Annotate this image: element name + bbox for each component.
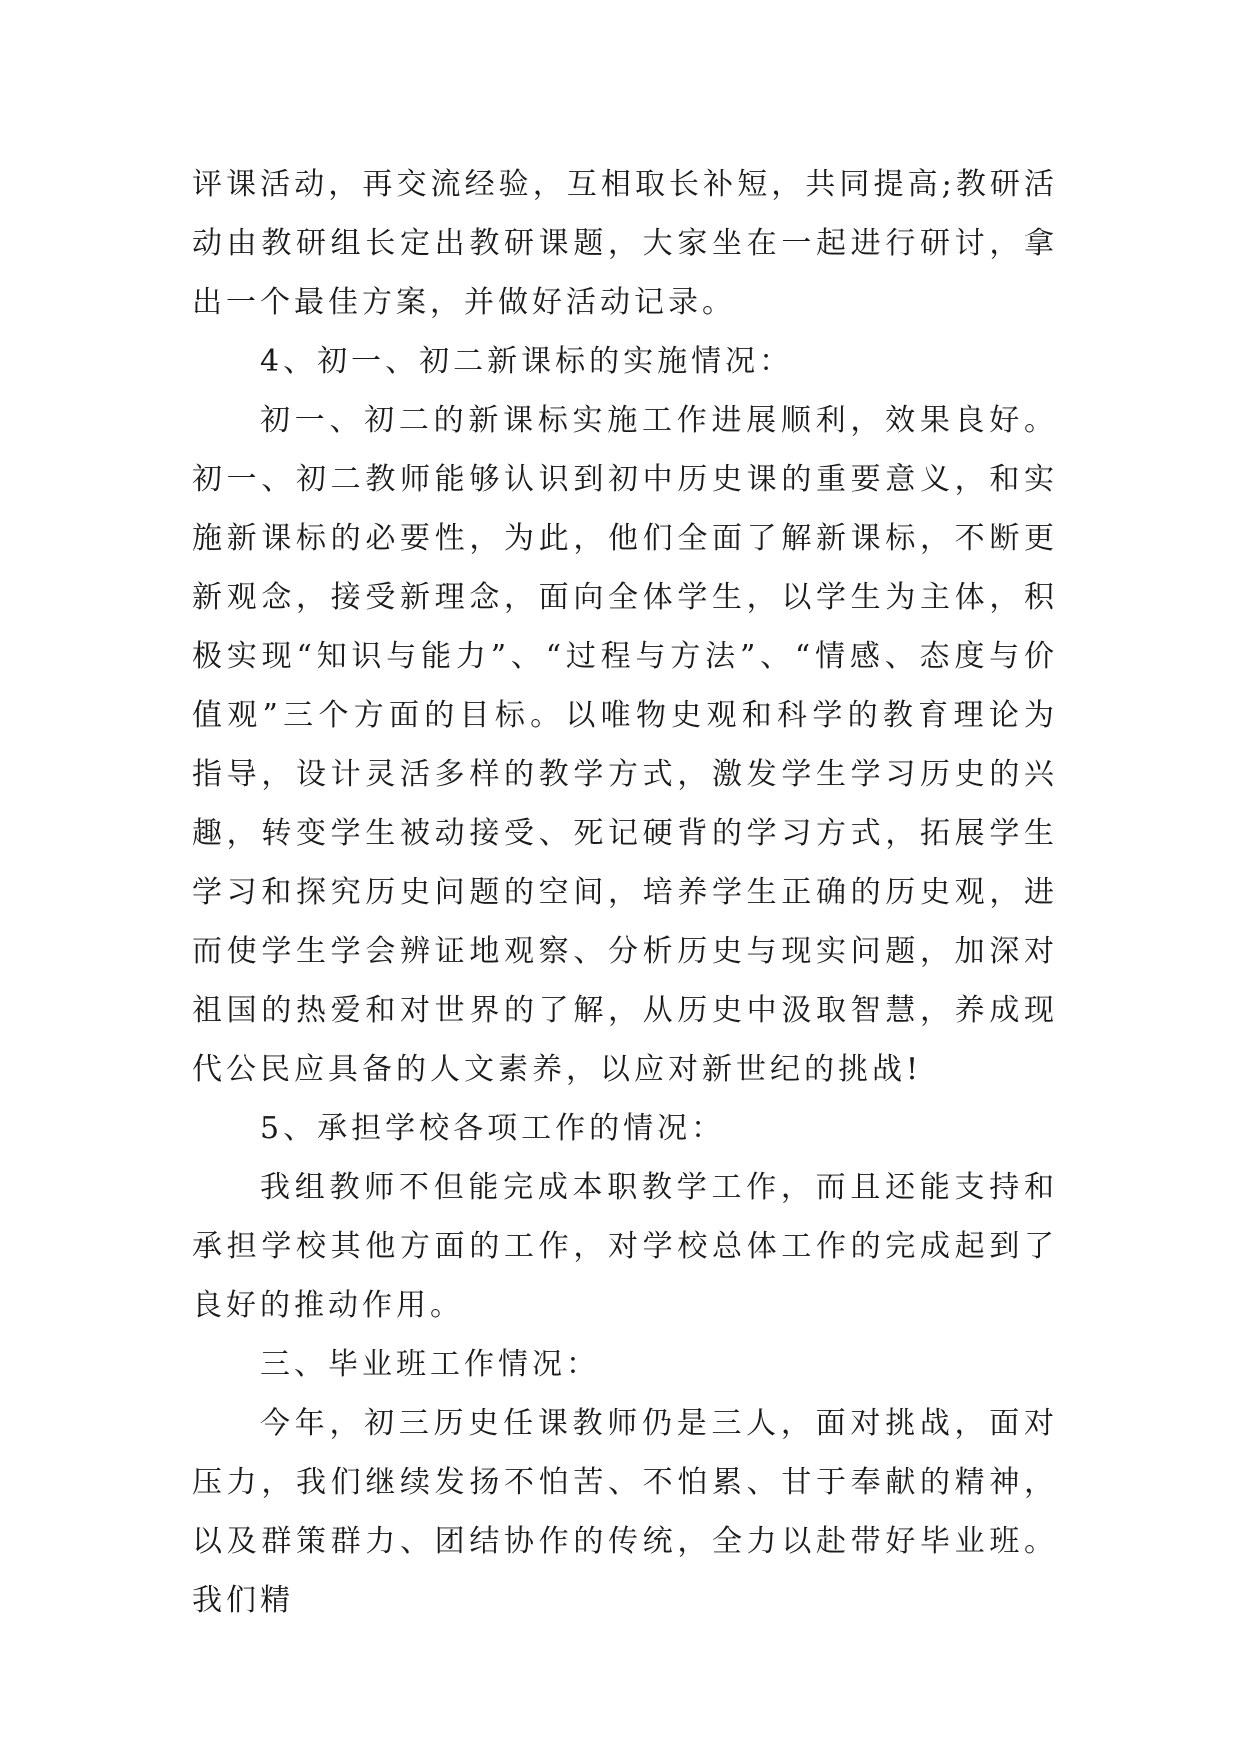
paragraph-1: 评课活动，再交流经验，互相取长补短，共同提高;教研活动由教研组长定出教研课题，大家坐在一起进行研讨，拿出一个最佳方案，并做好活动记录。: [192, 167, 1058, 320]
section-heading-3: 三、毕业班工作情况：: [260, 1347, 600, 1382]
document-body: [192, 155, 1058, 1630]
heading-item-4: 4、初一、初二新课标的实施情况：: [260, 344, 794, 379]
paragraph-4: 今年，初三历史任课教师仍是三人，面对挑战，面对压力，我们继续发扬不怕苦、不怕累、甘于奉献的精神，以及群策群力、团结协作的传统，全力以赴带好毕业班。我们精: [192, 1406, 1058, 1618]
paragraph-3: 我组教师不但能完成本职教学工作，而且还能支持和承担学校其他方面的工作，对学校总体工作的完成起到了良好的推动作用。: [192, 1170, 1058, 1323]
paragraph-2: 初一、初二的新课标实施工作进展顺利，效果良好。初一、初二教师能够认识到初中历史课的重要意义，和实施新课标的必要性，为此，他们全面了解新课标，不断更新观念，接受新理念，面向全体学生，以学生为主体，积极实现“知识与能力”、“过程与方法”、“情感、态度与价值观”三个方面的目标。以唯物史观和科学的教育理论为指导，设计灵活多样的教学方式，激发学生学习历史的兴趣，转变学生被动接受、死记硬背的学习方式，拓展学生学习和探究历史问题的空间，培养学生正确的历史观，进而使学生学会辨证地观察、分析历史与现实问题，加深对祖国的热爱和对世界的了解，从历史中汲取智慧，养成现代公民应具备的人文素养，以应对新世纪的挑战!: [192, 403, 1058, 1087]
heading-item-5: 5、承担学校各项工作的情况：: [260, 1111, 726, 1146]
